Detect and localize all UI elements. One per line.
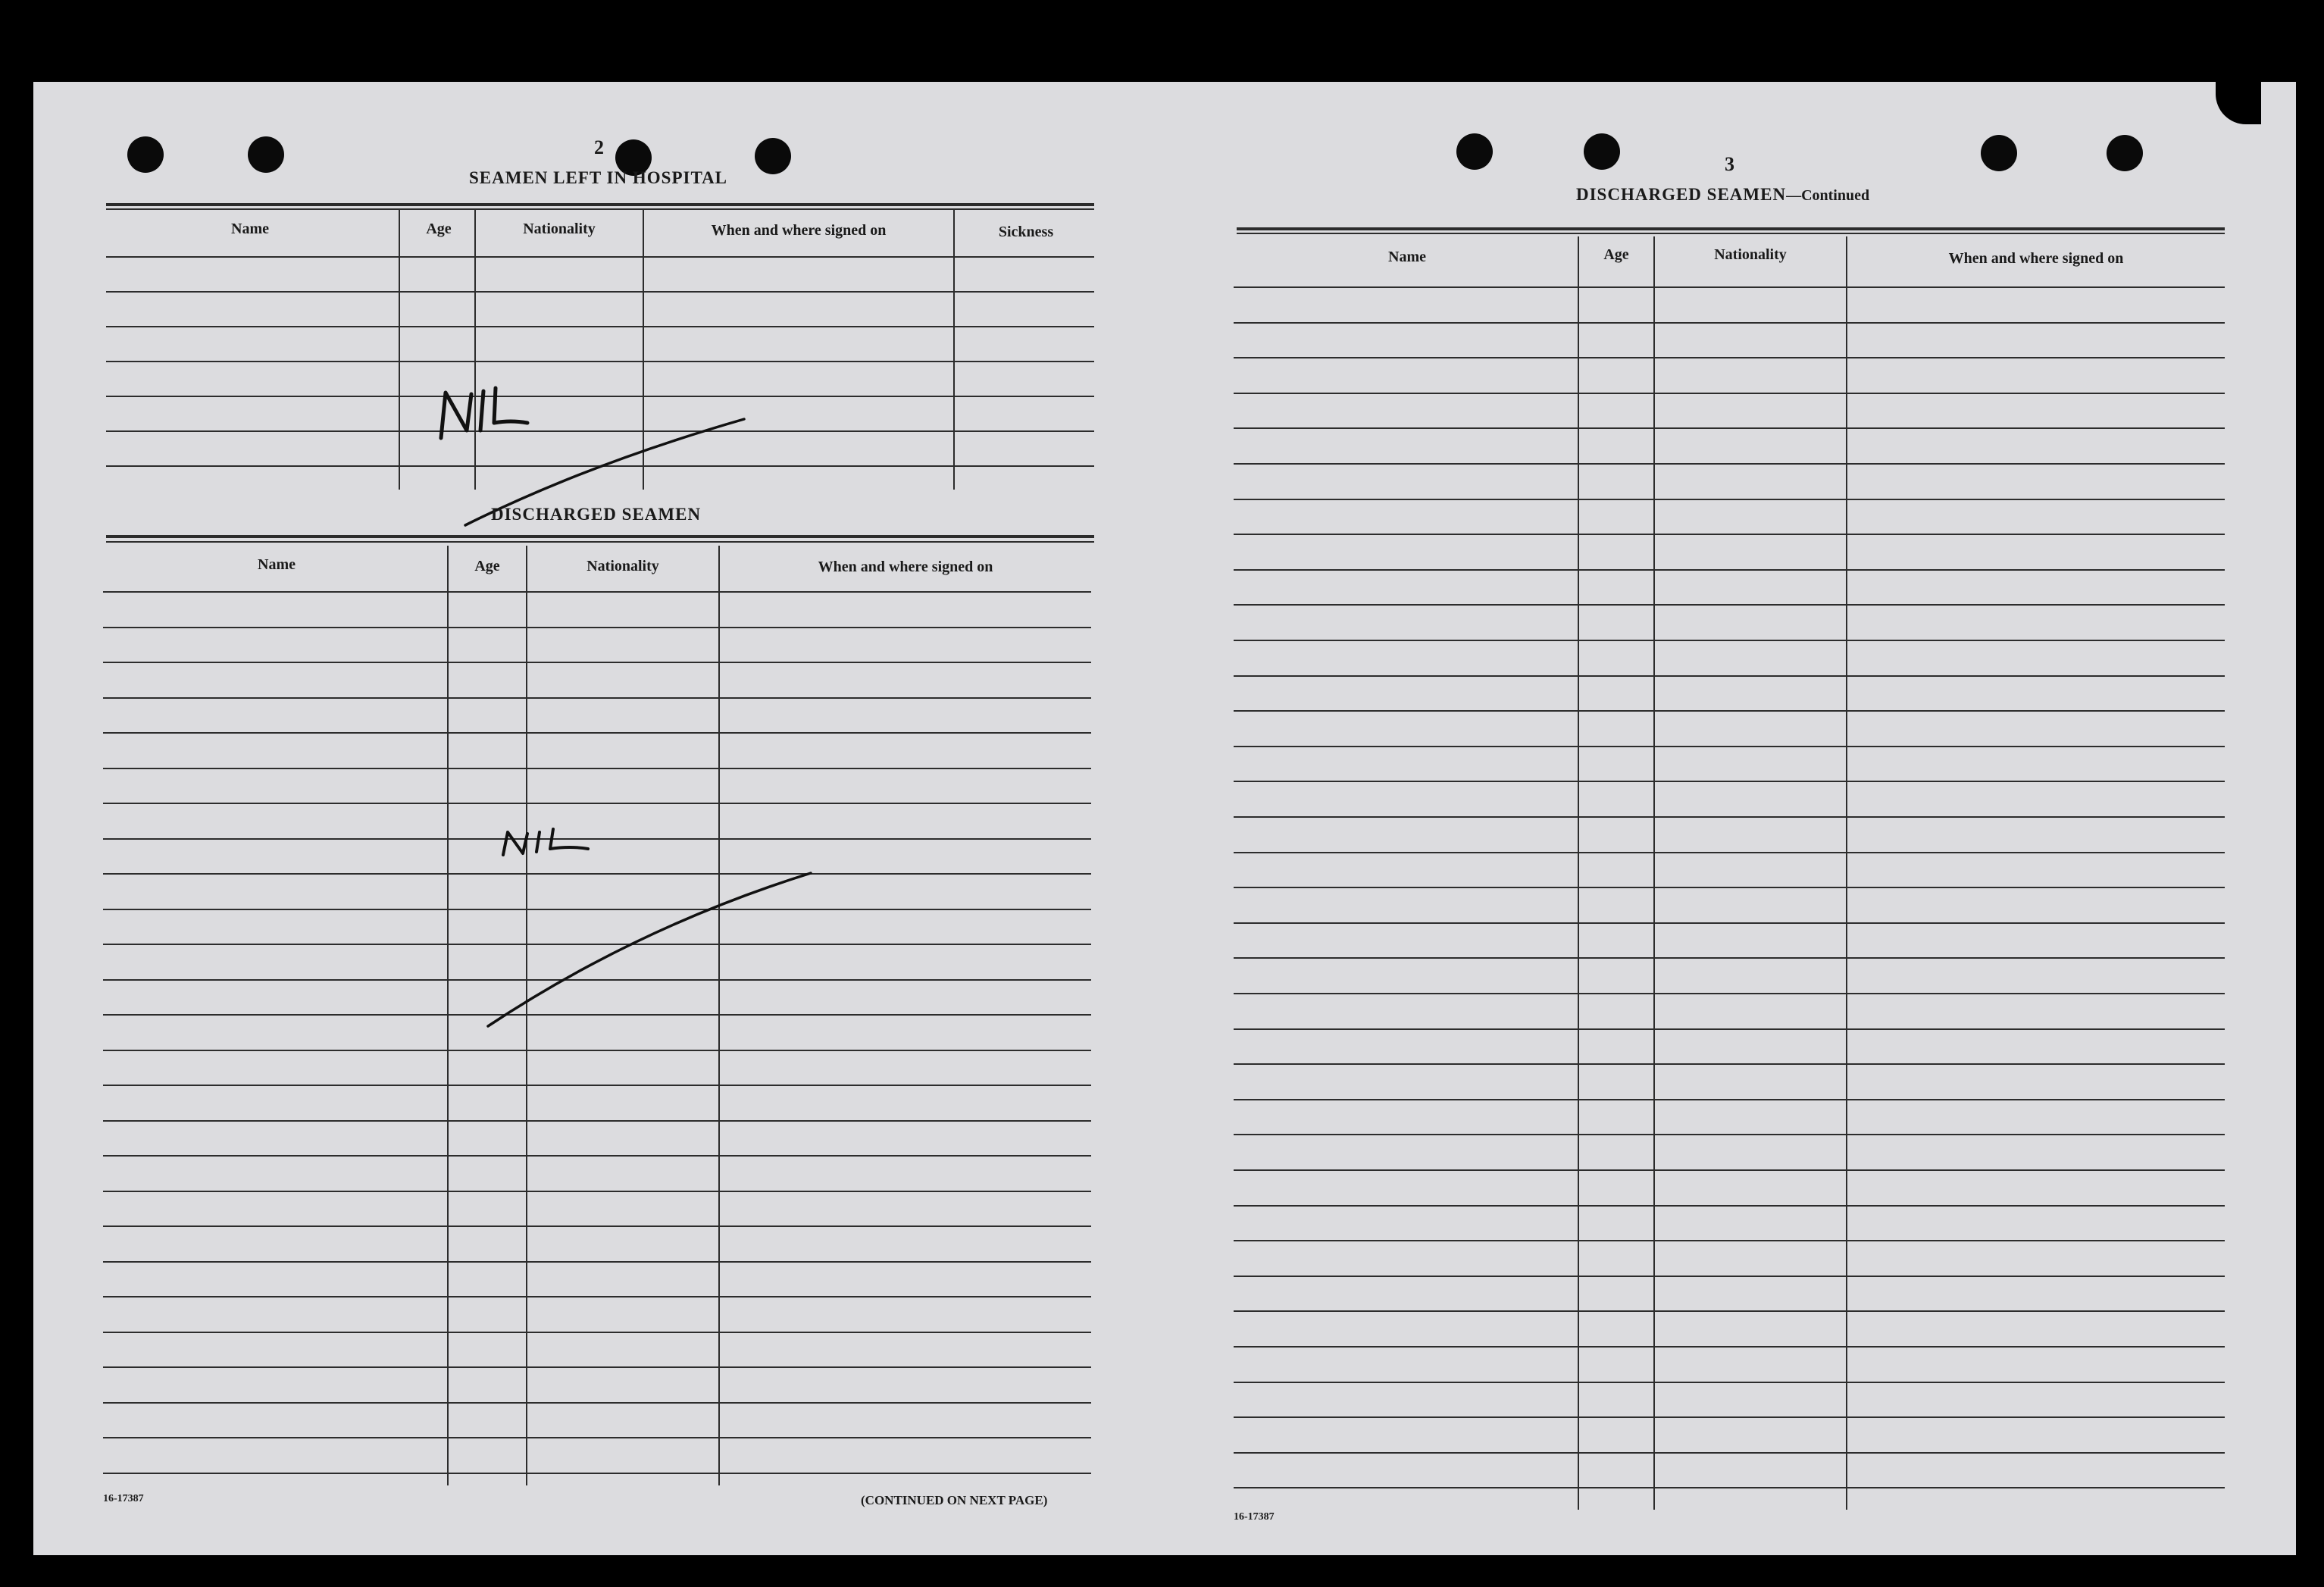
row-line	[1234, 675, 2225, 677]
column-header: Name	[258, 556, 296, 573]
row-line	[1234, 1134, 2225, 1135]
row-line	[103, 1437, 1091, 1438]
table-rule	[1237, 233, 2225, 234]
row-line	[1234, 887, 2225, 888]
document-sheet	[33, 82, 2296, 1555]
title-suffix: —Continued	[1786, 187, 1870, 204]
column-header: When and where signed on	[1948, 250, 2124, 267]
handwritten-entry	[427, 309, 746, 537]
row-line	[103, 1225, 1091, 1227]
row-line	[1234, 1382, 2225, 1383]
row-line	[1234, 499, 2225, 500]
row-line	[1234, 534, 2225, 535]
column-header: Name	[231, 221, 269, 237]
row-line	[1234, 322, 2225, 324]
row-line	[103, 1402, 1091, 1404]
row-line	[1234, 781, 2225, 782]
column-header: Sickness	[998, 224, 1054, 240]
row-line	[1234, 393, 2225, 394]
row-line	[1234, 463, 2225, 465]
row-line	[103, 732, 1091, 734]
row-line	[1234, 604, 2225, 606]
punch-hole	[1584, 133, 1620, 170]
row-line	[1234, 1416, 2225, 1418]
column-header: Name	[1388, 249, 1426, 265]
row-line	[103, 1050, 1091, 1051]
row-line	[1234, 286, 2225, 288]
page-number: 2	[594, 136, 604, 158]
row-line	[103, 1473, 1091, 1474]
row-line	[1234, 1028, 2225, 1030]
row-line	[1234, 746, 2225, 747]
column-header: Nationality	[1714, 246, 1787, 263]
handwritten-entry	[485, 806, 818, 1034]
row-line	[1234, 1099, 2225, 1100]
punch-hole	[1981, 135, 2017, 171]
row-line	[103, 1366, 1091, 1368]
row-line	[1234, 357, 2225, 358]
punch-hole	[755, 138, 791, 174]
column-divider	[447, 546, 449, 1485]
discharged-continued-title	[1576, 185, 1869, 205]
row-line	[106, 256, 1094, 258]
title-main: DISCHARGED SEAMEN	[1576, 185, 1787, 204]
row-line	[103, 627, 1091, 628]
row-line	[103, 591, 1091, 593]
punch-hole	[1456, 133, 1493, 170]
row-line	[1234, 1240, 2225, 1241]
table-rule	[106, 208, 1094, 210]
row-line	[103, 1191, 1091, 1192]
row-line	[1234, 427, 2225, 429]
row-line	[1234, 816, 2225, 818]
hospital-section-title: SEAMEN LEFT IN HOSPITAL	[469, 168, 728, 187]
column-header: Age	[426, 221, 452, 237]
table-rule	[1237, 227, 2225, 230]
row-line	[103, 1085, 1091, 1086]
column-header: When and where signed on	[818, 559, 993, 575]
column-divider	[399, 209, 400, 490]
table-rule	[106, 203, 1094, 206]
row-line	[103, 697, 1091, 699]
discharged-section-title: DISCHARGED SEAMEN	[491, 505, 702, 524]
row-line	[1234, 957, 2225, 959]
row-line	[103, 803, 1091, 804]
torn-corner	[2216, 82, 2261, 124]
row-line	[103, 1332, 1091, 1333]
column-header: Nationality	[523, 221, 596, 237]
punch-hole	[248, 136, 284, 173]
column-divider	[953, 209, 955, 490]
row-line	[1234, 993, 2225, 994]
row-line	[1234, 640, 2225, 641]
row-line	[103, 1296, 1091, 1297]
continued-note: (CONTINUED ON NEXT PAGE)	[861, 1493, 1048, 1507]
punch-hole	[2107, 135, 2143, 171]
punch-hole	[127, 136, 164, 173]
row-line	[1234, 922, 2225, 924]
form-number: 16-17387	[1234, 1511, 1275, 1523]
table-rule	[106, 541, 1094, 543]
row-line	[103, 1120, 1091, 1122]
page-number: 3	[1725, 153, 1734, 175]
row-line	[1234, 1276, 2225, 1277]
row-line	[1234, 569, 2225, 571]
row-line	[1234, 1063, 2225, 1065]
row-line	[103, 1261, 1091, 1263]
column-header: Age	[474, 558, 500, 574]
form-number: 16-17387	[103, 1493, 144, 1504]
row-line	[103, 768, 1091, 769]
row-line	[1234, 1452, 2225, 1454]
row-line	[103, 1155, 1091, 1157]
row-line	[1234, 1487, 2225, 1488]
row-line	[103, 662, 1091, 663]
row-line	[1234, 1346, 2225, 1348]
table-rule	[106, 535, 1094, 538]
column-header: When and where signed on	[711, 222, 887, 239]
column-header: Age	[1603, 246, 1629, 263]
row-line	[1234, 1169, 2225, 1171]
row-line	[1234, 1310, 2225, 1312]
row-line	[1234, 1205, 2225, 1207]
row-line	[106, 291, 1094, 293]
row-line	[1234, 710, 2225, 712]
column-header: Nationality	[586, 558, 659, 574]
row-line	[1234, 852, 2225, 853]
